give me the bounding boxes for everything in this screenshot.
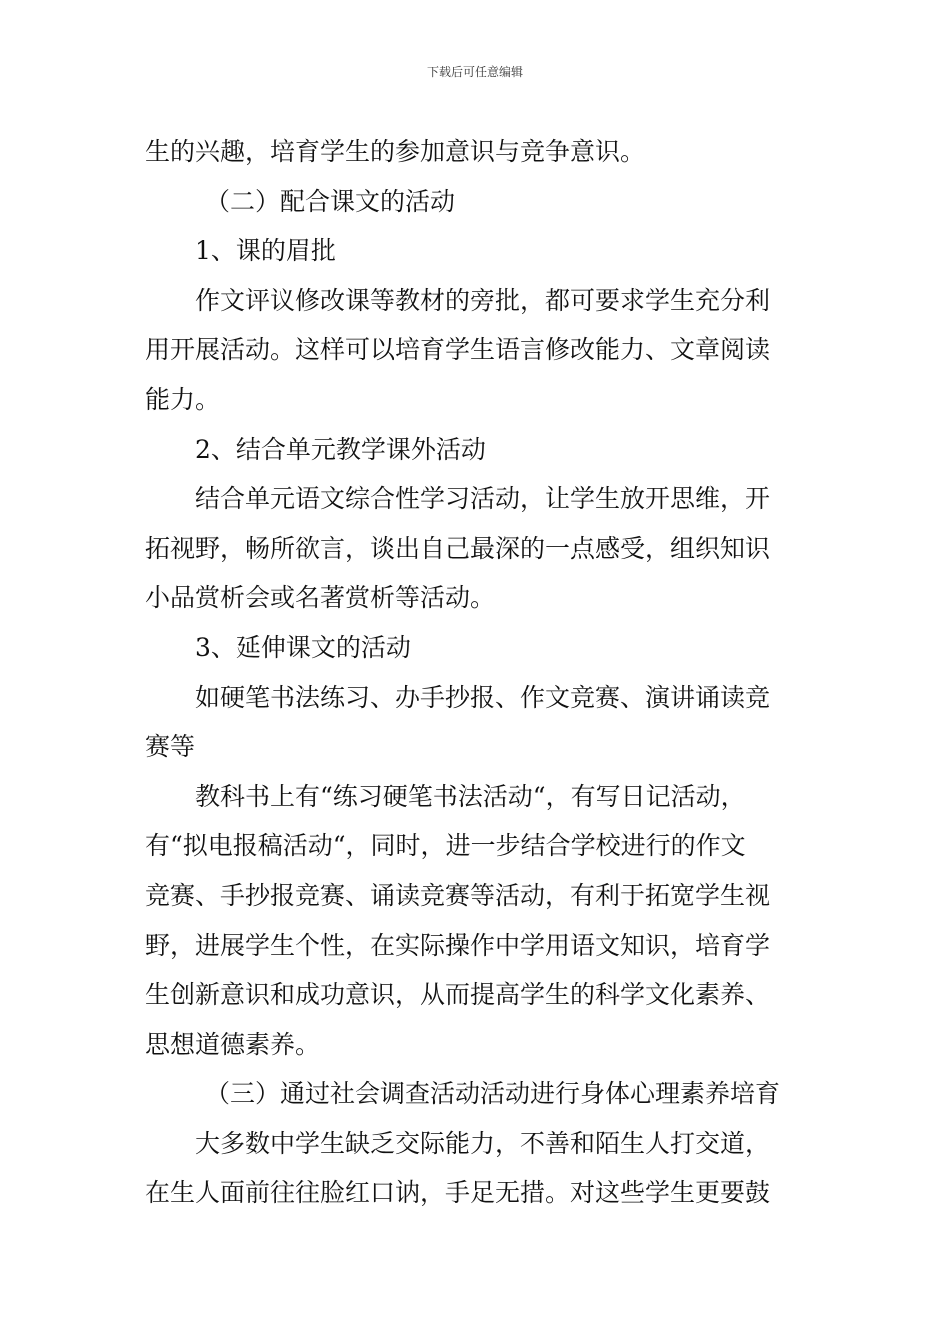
text-line: 作文评议修改课等教材的旁批，都可要求学生充分利 bbox=[195, 285, 771, 315]
document-body bbox=[145, 127, 810, 1218]
text-line: 生的兴趣，培育学生的参加意识与竞争意识。 bbox=[145, 137, 646, 166]
page-header: 下载后可任意编辑 bbox=[426, 65, 523, 79]
subsection-heading: 2、结合单元教学课外活动 bbox=[195, 434, 486, 464]
text-line: 赛等 bbox=[145, 732, 196, 762]
text-line: 野，进展学生个性，在实际操作中学用语文知识，培育学 bbox=[145, 930, 771, 960]
subsection-heading: 3、延伸课文的活动 bbox=[195, 632, 411, 662]
text-line: 大多数中学生缺乏交际能力，不善和陌生人打交道， bbox=[195, 1128, 771, 1158]
text-line: 在生人面前往往脸红口讷，手足无措。对这些学生更要鼓 bbox=[145, 1178, 771, 1208]
text-line: 用开展活动。这样可以培育学生语言修改能力、文章阅读 bbox=[145, 335, 771, 365]
text-line: 思想道德素养。 bbox=[145, 1029, 321, 1059]
text-line: 拓视野，畅所欲言，谈出自己最深的一点感受，组织知识 bbox=[145, 533, 771, 563]
section-heading: （二）配合课文的活动 bbox=[205, 186, 456, 216]
text-line: 结合单元语文综合性学习活动，让学生放开思维，开 bbox=[195, 484, 771, 514]
text-line: 能力。 bbox=[145, 384, 221, 414]
text-line: 小品赏析会或名著赏析等活动。 bbox=[145, 583, 496, 613]
text-line: 竞赛、手抄报竞赛、诵读竞赛等活动，有利于拓宽学生视 bbox=[145, 880, 771, 910]
section-heading: （三）通过社会调查活动活动进行身体心理素养培育 bbox=[205, 1079, 781, 1109]
text-line: 教科书上有“练习硬笔书法活动“，有写日记活动， bbox=[195, 781, 746, 811]
subsection-heading: 1、课的眉批 bbox=[195, 236, 336, 266]
text-line: 生创新意识和成功意识，从而提高学生的科学文化素养、 bbox=[145, 980, 771, 1010]
text-line: 如硬笔书法练习、办手抄报、作文竞赛、演讲诵读竞 bbox=[195, 682, 771, 712]
text-line: 有“拟电报稿活动“，同时，进一步结合学校进行的作文 bbox=[145, 831, 746, 861]
